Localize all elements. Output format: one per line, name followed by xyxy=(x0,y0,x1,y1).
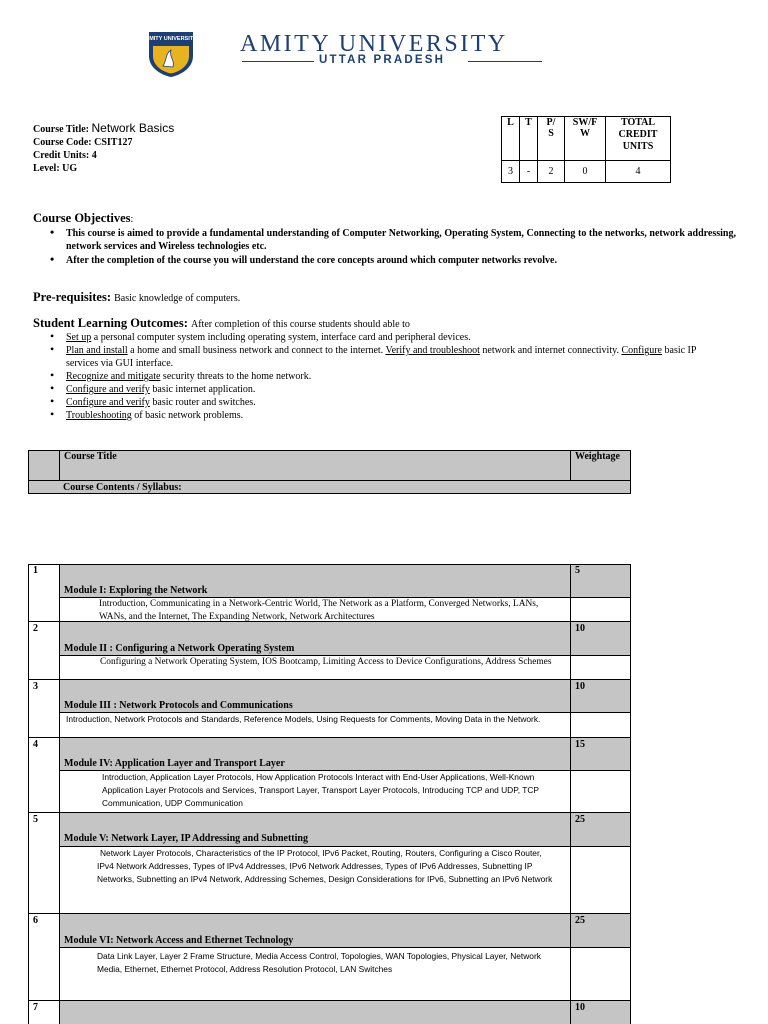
university-name: AMITY UNIVERSITY xyxy=(240,31,508,57)
level-value: UG xyxy=(62,163,78,174)
university-crest-logo xyxy=(145,30,197,78)
outcome-item: • Set up a personal computer system including operating system, interface card and peripheral devices. xyxy=(50,331,722,344)
credits-header-l: L xyxy=(502,117,520,161)
course-title-column-header: Course Title xyxy=(64,451,117,462)
objective-item: • This course is aimed to provide a fundamental understanding of Computer Networking, Operating System, Connecting to the networks, network addressing, network services and Wireless technologies etc. xyxy=(50,227,736,253)
outcome-item: • Configure and verify basic router and switches. xyxy=(50,396,722,409)
crest-text: AMITY UNIVERSITY xyxy=(145,36,197,42)
outcomes-heading-line: Student Learning Outcomes: After completion of this course students should able to xyxy=(33,316,410,330)
credits-table xyxy=(501,116,671,183)
campus-name: UTTAR PRADESH xyxy=(319,54,446,66)
level-line: Level: UG xyxy=(33,163,78,174)
credit-units-value: 4 xyxy=(91,150,97,161)
course-code-value: CSIT127 xyxy=(94,137,133,148)
credit-units-line: Credit Units: 4 xyxy=(33,150,97,161)
outcome-item: • Configure and verify basic internet application. xyxy=(50,383,722,396)
credits-header-ps: P/ S xyxy=(538,117,565,161)
outcome-item: • Recognize and mitigate security threats to the home network. xyxy=(50,370,722,383)
module-weightage: 10 xyxy=(575,681,585,692)
module-number: 5 xyxy=(33,814,38,825)
module-topics: Introduction, Network Protocols and Standards, Reference Models, Using Requests for Comments, Moving Data in the Network. xyxy=(66,714,541,724)
outcome-item: • Plan and install a home and small business network and connect to the internet. Verify and troubleshoot network and internet connectivity. Configure basic IP services via GUI interface. xyxy=(50,344,722,370)
module-weightage: 25 xyxy=(575,915,585,926)
outcomes-intro: After completion of this course students should able to xyxy=(191,319,410,330)
credits-value-swfw: 0 xyxy=(565,161,606,183)
credits-value-l: 3 xyxy=(502,161,520,183)
module-weightage: 5 xyxy=(575,565,580,576)
module-topics: Introduction, Application Layer Protocols, How Application Protocols Interact with End-User Applications, Well-Known Application Layer Protocols and Services, Transport Layer, Transport Layer Protocols, Introducing TCP and UDP, TCP Communication, UDP Communication xyxy=(102,772,539,808)
objectives-list xyxy=(50,227,736,267)
module-title: Module IV: Application Layer and Transport Layer xyxy=(64,758,285,769)
module-number: 3 xyxy=(33,681,38,692)
module-title: Module VI: Network Access and Ethernet Technology xyxy=(64,935,294,946)
module-title: Module III : Network Protocols and Communications xyxy=(64,700,293,711)
campus-rule-left xyxy=(242,61,314,62)
module-topics: Introduction, Communicating in a Network-Centric World, The Network as a Platform, Converged Networks, LANs, WANs, and the Internet, The Expanding Network, Network Architectures xyxy=(99,599,539,622)
module-weightage: 10 xyxy=(575,1002,585,1013)
prerequisites-line: Pre-requisites: Basic knowledge of computers. xyxy=(33,290,241,304)
course-code-line: Course Code: CSIT127 xyxy=(33,137,133,148)
module-title: Module V: Network Layer, IP Addressing and Subnetting xyxy=(64,833,308,844)
module-number: 7 xyxy=(33,1002,38,1013)
module-topics: Configuring a Network Operating System, IOS Bootcamp, Limiting Access to Device Configurations, Address Schemes xyxy=(100,657,552,667)
outcomes-list xyxy=(50,331,722,422)
module-number: 2 xyxy=(33,623,38,634)
prerequisites-text: Basic knowledge of computers. xyxy=(114,293,241,304)
objectives-heading: Course Objectives: xyxy=(33,211,134,225)
credits-header-swfw: SW/F W xyxy=(565,117,606,161)
module-weightage: 25 xyxy=(575,814,585,825)
course-contents-label: Course Contents / Syllabus: xyxy=(63,482,182,493)
credits-value-t: - xyxy=(520,161,538,183)
module-title: Module I: Exploring the Network xyxy=(64,585,208,596)
outcome-item: • Troubleshooting of basic network problems. xyxy=(50,409,722,422)
module-number: 4 xyxy=(33,739,38,750)
objective-item: • After the completion of the course you will understand the core concepts around which computer networks revolve. xyxy=(50,254,736,267)
credits-value-total: 4 xyxy=(606,161,671,183)
module-number: 6 xyxy=(33,915,38,926)
module-topics: Data Link Layer, Layer 2 Frame Structure, Media Access Control, Topologies, WAN Topologies, Physical Layer, Network Media, Ethernet, Ethernet Protocol, Address Resolution Protocol, LAN Switches xyxy=(97,951,541,974)
credits-value-ps: 2 xyxy=(538,161,565,183)
campus-rule-right xyxy=(468,61,542,62)
module-title: Module II : Configuring a Network Operating System xyxy=(64,643,295,654)
module-topics: Network Layer Protocols, Characteristics of the IP Protocol, IPv6 Packet, Routing, Routers, Configuring a Cisco Router, IPv4 Network Addresses, Types of IPv4 Addresses, IPv6 Network Addresses, Types of IPv6 Addresses, Subnetting IP Networks, Subnetting an IPv4 Network, Addressing Schemes, Design Considerations for IPv6, Subnetting an IPv6 Network xyxy=(97,848,553,884)
weightage-column-header: Weightage xyxy=(575,451,620,462)
credits-header-total: TOTAL CREDIT UNITS xyxy=(606,117,671,161)
module-weightage: 10 xyxy=(575,623,585,634)
course-title-line: Course Title: Network Basics xyxy=(33,121,175,135)
credits-header-t: T xyxy=(520,117,538,161)
module-weightage: 15 xyxy=(575,739,585,750)
module-number: 1 xyxy=(33,565,38,576)
course-title-value: Network Basics xyxy=(91,121,175,135)
